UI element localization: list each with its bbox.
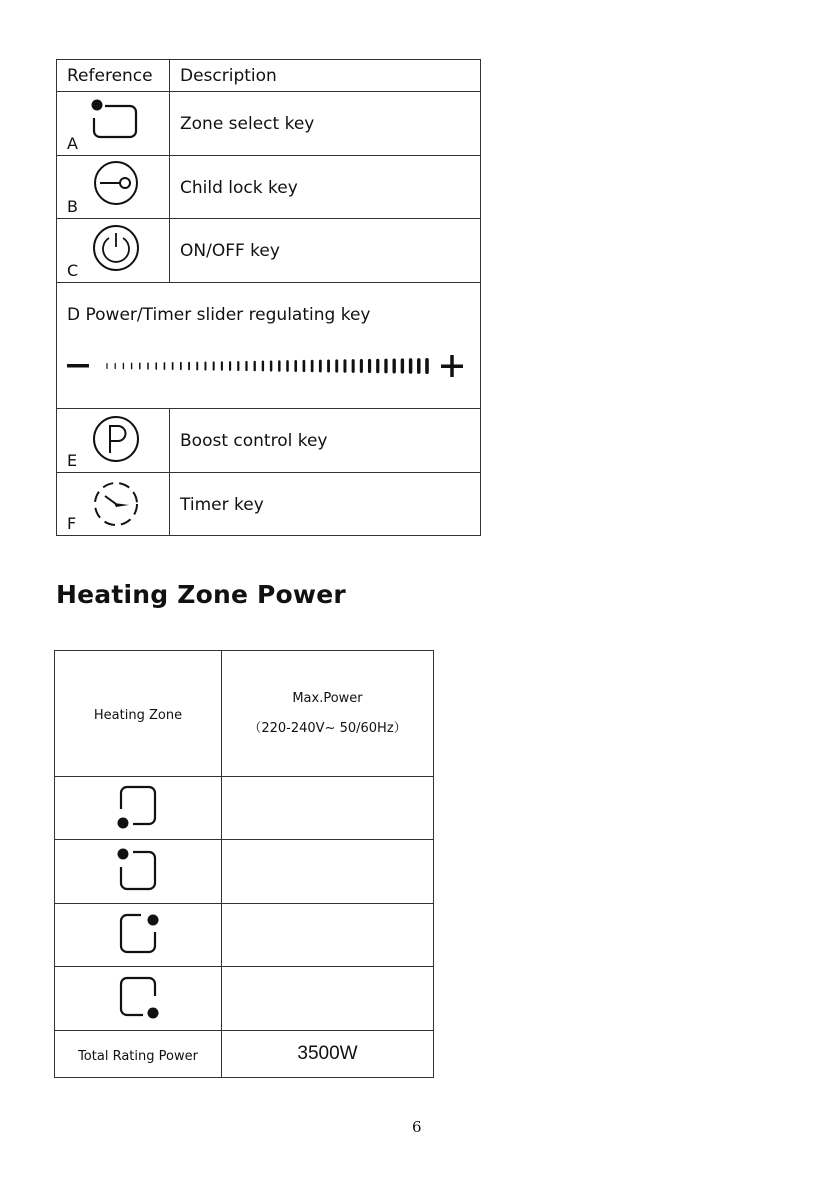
slider-tick xyxy=(384,359,387,374)
child-lock-icon xyxy=(89,159,143,217)
ref-cell-a xyxy=(57,92,170,156)
zone-power-2 xyxy=(222,840,434,904)
section-heading: Heating Zone Power xyxy=(56,580,346,609)
heating-zone-power-table xyxy=(54,650,434,1078)
reference-table xyxy=(56,59,481,536)
slider-tick xyxy=(343,359,346,372)
timer-icon xyxy=(89,477,143,535)
slider-tick xyxy=(319,360,322,373)
slider-tick xyxy=(425,358,429,374)
slider-tick xyxy=(172,362,174,370)
slider-tick xyxy=(237,361,239,371)
slider-tick xyxy=(147,362,149,369)
slider-tick xyxy=(115,363,116,369)
zone-power-4 xyxy=(222,967,434,1031)
power-icon xyxy=(89,222,143,280)
slider-minus-icon xyxy=(67,364,89,368)
max-power-label: Max.Power xyxy=(292,690,363,706)
slider-tick xyxy=(131,363,132,370)
power-slider-graphic xyxy=(65,345,471,385)
slider-tick xyxy=(417,358,421,374)
desc-timer: Timer key xyxy=(180,495,264,515)
zone-power-1 xyxy=(222,777,434,840)
ref-cell-e xyxy=(57,409,170,473)
slider-tick xyxy=(139,362,140,369)
slider-tick xyxy=(294,360,297,372)
description-header-cell xyxy=(170,60,481,92)
zone-cell-3 xyxy=(55,904,222,967)
slider-tick xyxy=(229,361,231,371)
ref-letter-f: F xyxy=(67,514,77,533)
total-rating-value: 3500W xyxy=(297,1043,358,1064)
ref-cell-c xyxy=(57,219,170,283)
zone-top-left-icon xyxy=(113,845,163,895)
ref-letter-b: B xyxy=(67,197,78,216)
slider-tick xyxy=(164,362,166,370)
slider-tick xyxy=(196,362,198,371)
slider-title: D Power/Timer slider regulating key xyxy=(67,305,371,325)
zone-power-3 xyxy=(222,904,434,967)
voltage-label: （220-240V~ 50/60Hz） xyxy=(248,720,407,736)
zone-bottom-left-icon xyxy=(113,781,163,831)
ref-cell-b xyxy=(57,156,170,219)
ref-letter-c: C xyxy=(67,261,79,280)
zone-cell-1 xyxy=(55,777,222,840)
slider-tick xyxy=(303,360,306,372)
heating-zone-header-cell xyxy=(55,651,222,777)
desc-boost: Boost control key xyxy=(180,431,328,451)
zone-select-icon xyxy=(89,96,143,154)
reference-header-cell xyxy=(57,60,170,92)
slider-tick xyxy=(376,359,379,373)
zone-cell-4 xyxy=(55,967,222,1031)
slider-ticks xyxy=(106,358,428,374)
desc-cell-c xyxy=(170,219,481,283)
slider-tick xyxy=(327,360,330,373)
slider-tick xyxy=(221,361,223,371)
desc-child-lock: Child lock key xyxy=(180,178,298,198)
slider-tick xyxy=(352,359,355,373)
slider-tick xyxy=(213,361,215,370)
slider-tick xyxy=(360,359,363,373)
description-header: Description xyxy=(180,66,277,86)
slider-tick xyxy=(393,359,396,374)
heating-zone-header: Heating Zone xyxy=(93,708,183,723)
slider-tick xyxy=(270,360,272,371)
slider-tick xyxy=(335,359,338,372)
zone-top-right-icon xyxy=(113,908,163,958)
max-power-header-cell xyxy=(222,651,434,777)
desc-cell-a xyxy=(170,92,481,156)
page-number: 6 xyxy=(412,1118,422,1136)
zone-cell-2 xyxy=(55,840,222,904)
desc-cell-b xyxy=(170,156,481,219)
slider-tick xyxy=(245,361,247,371)
slider-tick xyxy=(180,362,182,370)
slider-tick xyxy=(106,363,107,369)
slider-tick xyxy=(409,358,412,373)
total-value-cell xyxy=(222,1031,434,1078)
total-rating-label: Total Rating Power xyxy=(78,1048,198,1064)
slider-tick xyxy=(286,360,289,372)
zone-bottom-right-icon xyxy=(113,972,163,1022)
reference-header: Reference xyxy=(67,66,153,86)
slider-tick xyxy=(254,361,256,372)
desc-zone-select: Zone select key xyxy=(180,114,315,134)
slider-tick xyxy=(123,363,124,370)
boost-p-icon xyxy=(89,413,143,471)
ref-cell-f xyxy=(57,473,170,536)
slider-tick xyxy=(155,362,157,370)
total-label-cell xyxy=(55,1031,222,1078)
slider-tick xyxy=(368,359,371,373)
slider-tick xyxy=(188,362,190,371)
slider-tick xyxy=(262,361,264,372)
ref-letter-e: E xyxy=(67,451,78,470)
desc-on-off: ON/OFF key xyxy=(180,241,280,261)
desc-cell-f xyxy=(170,473,481,536)
slider-tick xyxy=(311,360,314,372)
desc-cell-e xyxy=(170,409,481,473)
ref-letter-a: A xyxy=(67,134,78,153)
slider-row-cell xyxy=(57,283,481,409)
slider-tick xyxy=(278,360,280,371)
slider-tick xyxy=(401,358,404,373)
slider-tick xyxy=(204,361,206,370)
